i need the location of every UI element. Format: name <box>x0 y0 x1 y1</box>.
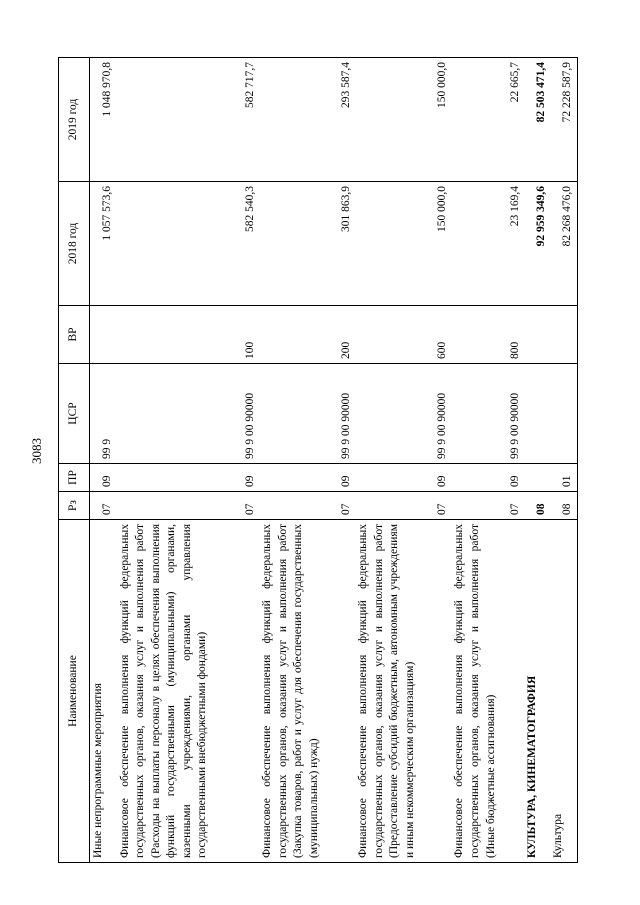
row-csr: 99 9 00 90000 <box>451 364 524 464</box>
rotated-table-container <box>58 58 578 863</box>
row-name: Финансовое обеспечение выполнения функций федеральных государственных органов, оказания услуг и выполнения работ (Предоставление субсидий бюджетным, автономным учреждениям и иным некоммерческим организациям) <box>355 520 451 863</box>
table-row <box>355 58 451 863</box>
row-rz: 08 <box>524 492 550 520</box>
row-name: Иные непрограммные мероприятия <box>90 520 117 863</box>
row-name: Финансовое обеспечение выполнения функций федеральных государственных органов, оказания услуг и выполнения работ (Иные бюджетные ассигнования) <box>451 520 524 863</box>
row-pr <box>524 464 550 492</box>
row-csr <box>524 364 550 464</box>
row-rz: 07 <box>259 492 355 520</box>
row-vr <box>524 306 550 364</box>
row-pr: 09 <box>259 464 355 492</box>
row-vr: 200 <box>259 306 355 364</box>
row-csr: 99 9 <box>90 364 117 464</box>
row-2018: 150 000,0 <box>355 182 451 306</box>
row-pr: 09 <box>117 464 260 492</box>
table-row <box>550 58 577 863</box>
row-rz: 07 <box>451 492 524 520</box>
row-2019: 150 000,0 <box>355 58 451 182</box>
budget-table <box>58 57 578 863</box>
row-rz: 07 <box>355 492 451 520</box>
header-2018: 2018 год <box>59 182 90 306</box>
header-pr: ПР <box>59 464 90 492</box>
row-2018: 23 169,4 <box>451 182 524 306</box>
row-2019: 582 717,7 <box>117 58 260 182</box>
table-row <box>117 58 260 863</box>
row-2019: 293 587,4 <box>259 58 355 182</box>
row-rz: 07 <box>117 492 260 520</box>
header-csr: ЦСР <box>59 364 90 464</box>
row-vr: 100 <box>117 306 260 364</box>
row-2019: 1 048 970,8 <box>90 58 117 182</box>
header-rz: Рз <box>59 492 90 520</box>
row-name: КУЛЬТУРА, КИНЕМАТОГРАФИЯ <box>524 520 550 863</box>
row-csr: 99 9 00 90000 <box>355 364 451 464</box>
table-row <box>524 58 550 863</box>
row-name: Культура <box>550 520 577 863</box>
row-csr: 99 9 00 90000 <box>259 364 355 464</box>
header-2019: 2019 год <box>59 58 90 182</box>
header-name: Наименование <box>59 520 90 863</box>
page-number: 3083 <box>29 438 44 464</box>
row-2018: 1 057 573,6 <box>90 182 117 306</box>
row-2018: 301 863,9 <box>259 182 355 306</box>
row-name: Финансовое обеспечение выполнения функций федеральных государственных органов, оказания услуг и выполнения работ (Закупка товаров, работ и услуг для обеспечения государственных (муниципальных) нужд) <box>259 520 355 863</box>
row-2019: 22 665,7 <box>451 58 524 182</box>
row-vr: 800 <box>451 306 524 364</box>
table-row <box>451 58 524 863</box>
table-row <box>90 58 117 863</box>
row-2018: 82 268 476,0 <box>550 182 577 306</box>
row-rz: 07 <box>90 492 117 520</box>
row-csr: 99 9 00 90000 <box>117 364 260 464</box>
row-pr: 09 <box>90 464 117 492</box>
row-pr: 09 <box>355 464 451 492</box>
row-pr: 01 <box>550 464 577 492</box>
row-2018: 92 959 349,6 <box>524 182 550 306</box>
row-vr <box>90 306 117 364</box>
table-row <box>259 58 355 863</box>
row-pr: 09 <box>451 464 524 492</box>
row-name: Финансовое обеспечение выполнения функций федеральных государственных органов, оказания услуг и выполнения работ (Расходы на выплаты персоналу в целях обеспечения выполнения функций государственными (муниципальными) органами, казенными учреждениями, органами управления государственными внебюджетными фондами) <box>117 520 260 863</box>
row-rz: 08 <box>550 492 577 520</box>
row-csr <box>550 364 577 464</box>
row-2018: 582 540,3 <box>117 182 260 306</box>
row-vr <box>550 306 577 364</box>
row-2019: 72 228 587,9 <box>550 58 577 182</box>
header-vr: ВР <box>59 306 90 364</box>
row-vr: 600 <box>355 306 451 364</box>
table-header-row <box>59 58 90 863</box>
row-2019: 82 503 471,4 <box>524 58 550 182</box>
